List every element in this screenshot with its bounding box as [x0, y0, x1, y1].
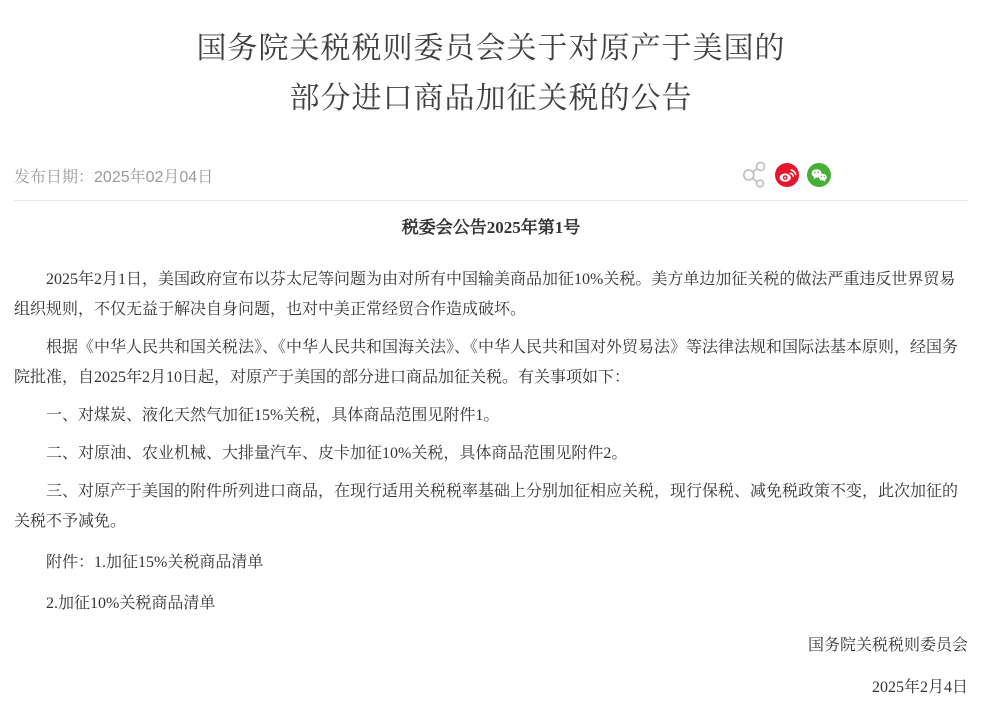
paragraph-item-1: 一、对煤炭、液化天然气加征15%关税，具体商品范围见附件1。 — [46, 407, 500, 424]
share-icon[interactable] — [742, 160, 768, 190]
page-title-line1: 国务院关税税则委员会关于对原产于美国的 — [196, 32, 786, 65]
document-body — [14, 217, 968, 703]
doc-number: 税委会公告2025年第1号 — [401, 218, 581, 237]
paragraph-intro: 2025年2月1日，美国政府宣布以芬太尼等问题为由对所有中国输美商品加征10%关税。美方单边加征关税的做法严重违反世界贸易组织规则，不仅无益于解决自身问题，也对中美正常经贸合作造成破坏。 — [14, 271, 956, 318]
page-title — [14, 24, 968, 124]
weibo-icon[interactable] — [774, 160, 800, 190]
paragraph-item-3: 三、对原产于美国的附件所列进口商品，在现行适用关税税率基础上分别加征相应关税，现行保税、减免税政策不变，此次加征的关税不予减免。 — [14, 483, 959, 530]
publish-date-label: 发布日期： — [14, 168, 95, 186]
announcement-page — [0, 24, 988, 707]
attachment-line-2: 2.加征10%关税商品清单 — [46, 595, 216, 612]
attachment-line-1: 附件：1.加征15%关税商品清单 — [46, 554, 264, 571]
signature-date: 2025年2月4日 — [871, 679, 968, 696]
page-title-line2: 部分进口商品加征关税的公告 — [289, 82, 693, 115]
meta-row — [14, 160, 968, 201]
paragraph-legal-basis: 根据《中华人民共和国关税法》、《中华人民共和国海关法》、《中华人民共和国对外贸易法》等法律法规和国际法基本原则，经国务院批准，自2025年2月10日起，对原产于美国的部分进口商品加征关税。有关事项如下： — [14, 339, 959, 386]
publish-date — [14, 164, 213, 187]
wechat-icon[interactable] — [806, 160, 832, 190]
signature: 国务院关税税则委员会 — [807, 637, 968, 654]
share-toolbar — [742, 160, 832, 190]
publish-date-value: 2025年02月04日 — [94, 168, 214, 186]
paragraph-item-2: 二、对原油、农业机械、大排量汽车、皮卡加征10%关税，具体商品范围见附件2。 — [46, 445, 628, 462]
